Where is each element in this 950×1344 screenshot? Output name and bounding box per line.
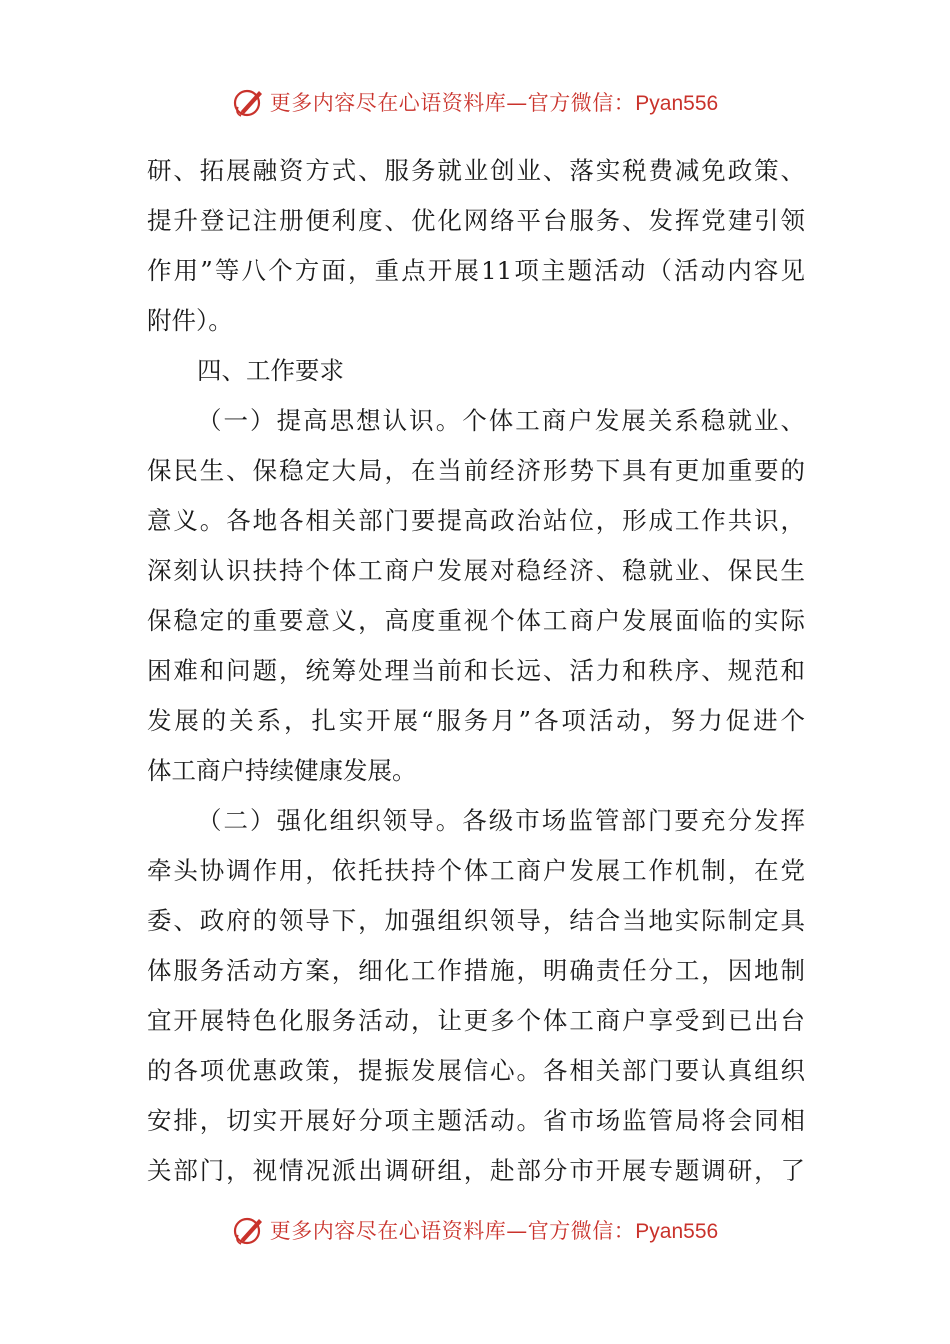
document-body <box>147 146 805 1196</box>
watermark-text <box>270 1215 718 1245</box>
body-line: 作用”等八个方面，重点开展11项主题活动（活动内容见 <box>147 256 805 285</box>
header-watermark <box>0 82 950 122</box>
body-line: 研、拓展融资方式、服务就业创业、落实税费减免政策、 <box>147 156 805 185</box>
section-heading: 四、工作要求 <box>197 356 344 385</box>
body-line: 的各项优惠政策，提振发展信心。各相关部门要认真组织 <box>147 1056 805 1085</box>
pen-circle-icon <box>232 85 266 119</box>
watermark-slogan: 更多内容尽在心语资料库—官方微信： <box>269 1219 636 1243</box>
body-line: 安排，切实开展好分项主题活动。省市场监管局将会同相 <box>147 1106 805 1135</box>
body-line: 体服务活动方案，细化工作措施，明确责任分工，因地制 <box>147 956 805 985</box>
body-line: 困难和问题，统筹处理当前和长远、活力和秩序、规范和 <box>147 656 805 685</box>
body-line: 发展的关系，扎实开展“服务月”各项活动，努力促进个 <box>147 706 805 735</box>
body-line: 保稳定的重要意义，高度重视个体工商户发展面临的实际 <box>147 606 805 635</box>
watermark-wechat-id: Pyan556 <box>635 92 719 115</box>
paragraph-start: （一）提高思想认识。个体工商户发展关系稳就业、 <box>197 406 805 435</box>
body-line: 提升登记注册便利度、优化网络平台服务、发挥党建引领 <box>147 206 805 235</box>
body-line: 附件）。 <box>147 306 233 335</box>
body-line: 委、政府的领导下，加强组织领导，结合当地实际制定具 <box>147 906 805 935</box>
watermark-slogan: 更多内容尽在心语资料库—官方微信： <box>269 91 636 115</box>
body-line: 关部门，视情况派出调研组，赴部分市开展专题调研，了 <box>147 1156 805 1185</box>
body-line: 宜开展特色化服务活动，让更多个体工商户享受到已出台 <box>147 1006 805 1035</box>
body-line: 牵头协调作用，依托扶持个体工商户发展工作机制，在党 <box>147 856 805 885</box>
body-line: 深刻认识扶持个体工商户发展对稳经济、稳就业、保民生 <box>147 556 805 585</box>
body-line: 体工商户持续健康发展。 <box>147 756 417 785</box>
pen-circle-icon <box>232 1213 266 1247</box>
paragraph-start: （二）强化组织领导。各级市场监管部门要充分发挥 <box>197 806 805 835</box>
body-line: 意义。各地各相关部门要提高政治站位，形成工作共识， <box>147 506 805 535</box>
watermark-wechat-id: Pyan556 <box>635 1220 719 1243</box>
footer-watermark <box>0 1210 950 1250</box>
watermark-text <box>270 87 718 117</box>
body-line: 保民生、保稳定大局，在当前经济形势下具有更加重要的 <box>147 456 805 485</box>
